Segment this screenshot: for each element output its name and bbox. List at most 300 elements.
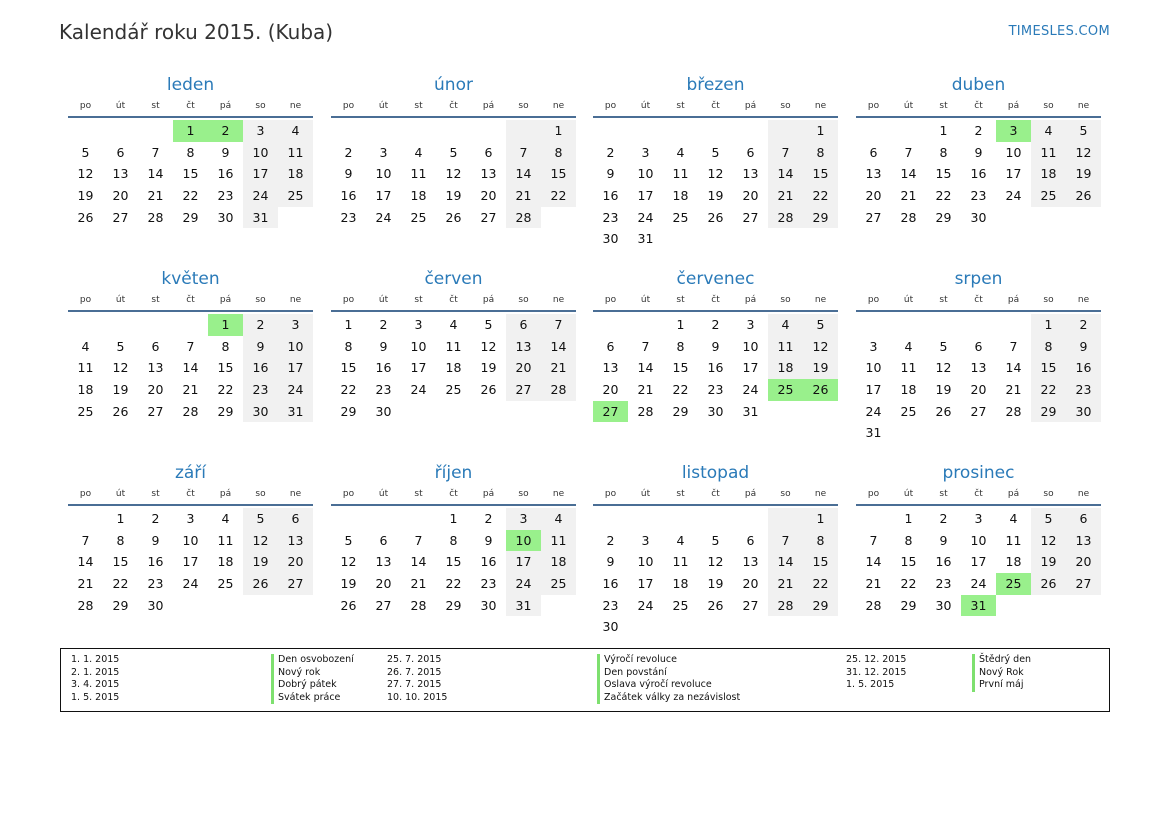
weekday-label: čt [711, 101, 720, 111]
month-name: červen [424, 269, 483, 289]
weekday-label: čt [449, 489, 458, 499]
weekday-label: ne [814, 101, 827, 111]
day-cell: 17 [410, 360, 427, 376]
day-cell: 13 [970, 360, 987, 376]
day-cell: 8 [803, 530, 838, 552]
day-cell: 11 [900, 360, 917, 376]
weekday-label: ne [552, 101, 565, 111]
day-grid [856, 508, 1101, 616]
day-cell: 18 [768, 357, 803, 379]
weekday-label: po [79, 101, 92, 111]
weekday-label: pá [744, 295, 757, 305]
day-cell: 9 [344, 166, 353, 182]
day-cell: 19 [480, 360, 497, 376]
day-cell: 7 [414, 532, 423, 548]
day-grid [856, 120, 1101, 228]
day-cell: 20 [1066, 551, 1101, 573]
day-cell: 9 [484, 532, 493, 548]
weekday-label: pá [482, 295, 495, 305]
day-cell: 5 [1031, 508, 1066, 530]
day-cell: 20 [278, 551, 313, 573]
day-cell: 3 [379, 144, 388, 160]
legend-date: 2. 1. 2015 [71, 666, 120, 678]
day-cell: 12 [707, 166, 724, 182]
month-6 [593, 268, 838, 422]
day-cell: 23 [707, 382, 724, 398]
day-cell: 4 [1031, 120, 1066, 142]
empty-cell [103, 120, 138, 142]
weekday-label: čt [449, 101, 458, 111]
empty-cell [68, 508, 103, 530]
day-cell: 14 [77, 554, 94, 570]
legend-names [271, 654, 354, 704]
day-cell: 6 [606, 338, 615, 354]
day-cell: 2 [939, 511, 948, 526]
empty-cell [733, 508, 768, 530]
empty-cell [138, 314, 173, 336]
day-cell: 15 [182, 166, 199, 182]
day-cell: 1 [449, 511, 458, 526]
weekday-label: so [255, 101, 266, 111]
day-cell: 22 [112, 576, 129, 592]
legend-date: 27. 7. 2015 [387, 679, 442, 691]
day-cell: 21 [182, 382, 199, 398]
day-cell: 1 [1031, 314, 1066, 336]
weekday-label: po [604, 295, 617, 305]
day-cell: 6 [151, 338, 160, 354]
day-cell: 14 [147, 166, 164, 182]
day-cell: 31 [742, 403, 759, 419]
day-cell: 16 [935, 554, 952, 570]
day-cell: 6 [116, 144, 125, 160]
day-cell: 19 [707, 576, 724, 592]
month-name: duben [951, 75, 1006, 95]
weekday-label: po [867, 295, 880, 305]
day-cell: 24 [410, 382, 427, 398]
month-10 [593, 462, 838, 638]
legend-date: 1. 5. 2015 [71, 691, 120, 703]
day-cell: 21 [147, 188, 164, 204]
day-cell: 17 [865, 382, 882, 398]
weekday-label: čt [186, 489, 195, 499]
day-cell: 22 [672, 382, 689, 398]
empty-cell [856, 120, 891, 142]
empty-cell [331, 508, 366, 530]
day-cell: 27 [375, 597, 392, 613]
weekday-label: čt [974, 489, 983, 499]
weekday-label: ne [814, 489, 827, 499]
day-cell: 5 [711, 144, 720, 160]
day-cell: 13 [742, 166, 759, 182]
month-name: srpen [954, 269, 1003, 289]
day-cell: 21 [1005, 382, 1022, 398]
day-cell: 2 [484, 511, 493, 526]
day-cell: 13 [112, 166, 129, 182]
month-name: leden [166, 75, 215, 95]
day-cell: 7 [541, 314, 576, 336]
day-cell: 31 [506, 595, 541, 617]
day-cell: 29 [803, 595, 838, 617]
weekday-label: ne [1077, 295, 1090, 305]
day-cell: 5 [449, 144, 458, 160]
holiday-day: 27 [593, 401, 628, 423]
day-cell: 24 [865, 403, 882, 419]
day-cell: 19 [77, 188, 94, 204]
legend-holiday-name: Oslava výročí revoluce [597, 679, 740, 692]
weekday-label: ne [552, 489, 565, 499]
weekday-label: so [1043, 295, 1054, 305]
day-cell: 9 [606, 166, 615, 182]
weekday-header [68, 292, 313, 312]
day-cell: 1 [541, 120, 576, 142]
day-cell: 23 [217, 188, 234, 204]
day-cell: 28 [147, 209, 164, 225]
day-cell: 16 [602, 188, 619, 204]
empty-cell [138, 120, 173, 142]
day-cell: 26 [1066, 185, 1101, 207]
day-cell: 2 [711, 317, 720, 332]
day-cell: 18 [541, 551, 576, 573]
legend-date: 25. 7. 2015 [387, 654, 442, 665]
day-cell: 4 [676, 144, 685, 160]
day-cell: 31 [637, 231, 654, 247]
day-cell: 12 [1066, 142, 1101, 164]
weekday-label: so [780, 101, 791, 111]
day-cell: 13 [602, 360, 619, 376]
legend-date: 25. 12. 2015 [846, 654, 907, 665]
day-cell: 30 [375, 403, 392, 419]
weekday-label: pá [219, 295, 232, 305]
day-cell: 30 [935, 597, 952, 613]
day-cell: 22 [803, 573, 838, 595]
day-cell: 27 [865, 209, 882, 225]
day-cell: 15 [217, 360, 234, 376]
weekday-label: po [79, 295, 92, 305]
day-cell: 20 [602, 382, 619, 398]
day-cell: 30 [147, 597, 164, 613]
day-cell: 13 [1066, 530, 1101, 552]
day-cell: 7 [186, 338, 195, 354]
day-cell: 22 [182, 188, 199, 204]
day-cell: 28 [768, 595, 803, 617]
day-cell: 31 [243, 207, 278, 229]
day-cell: 7 [151, 144, 160, 160]
day-cell: 24 [506, 573, 541, 595]
day-cell: 8 [449, 532, 458, 548]
empty-cell [698, 508, 733, 530]
holiday-day: 31 [961, 595, 996, 617]
day-cell: 15 [112, 554, 129, 570]
weekday-label: st [151, 489, 160, 499]
day-cell: 11 [410, 166, 427, 182]
day-cell: 25 [410, 209, 427, 225]
day-cell: 6 [379, 532, 388, 548]
day-cell: 20 [742, 576, 759, 592]
day-cell: 9 [243, 336, 278, 358]
weekday-label: út [640, 489, 651, 499]
day-cell: 14 [637, 360, 654, 376]
day-cell: 29 [340, 403, 357, 419]
month-name: květen [161, 269, 220, 289]
day-cell: 29 [900, 597, 917, 613]
day-cell: 10 [375, 166, 392, 182]
month-11 [856, 462, 1101, 616]
day-grid [593, 508, 838, 638]
weekday-label: pá [1007, 101, 1020, 111]
day-cell: 6 [869, 144, 878, 160]
day-cell: 21 [900, 188, 917, 204]
weekday-label: út [115, 489, 126, 499]
day-cell: 4 [1009, 511, 1018, 526]
legend-date: 26. 7. 2015 [387, 666, 442, 678]
day-cell: 15 [672, 360, 689, 376]
day-cell: 22 [935, 188, 952, 204]
day-cell: 9 [711, 338, 720, 354]
day-cell: 26 [445, 209, 462, 225]
day-cell: 26 [1031, 573, 1066, 595]
day-cell: 3 [414, 317, 423, 332]
day-cell: 19 [935, 382, 952, 398]
legend-holiday-name: Dobrý pátek [271, 679, 354, 692]
day-cell: 15 [340, 360, 357, 376]
day-cell: 12 [707, 554, 724, 570]
weekday-label: út [378, 101, 389, 111]
weekday-label: po [604, 101, 617, 111]
month-name: červenec [676, 269, 755, 289]
day-cell: 29 [112, 597, 129, 613]
day-cell: 10 [865, 360, 882, 376]
day-cell: 3 [641, 532, 650, 548]
day-cell: 2 [606, 144, 615, 160]
day-grid [331, 508, 576, 616]
weekday-label: po [604, 489, 617, 499]
day-cell: 21 [637, 382, 654, 398]
day-cell: 30 [707, 403, 724, 419]
day-cell: 14 [768, 163, 803, 185]
day-cell: 22 [340, 382, 357, 398]
day-cell: 3 [243, 120, 278, 142]
day-cell: 21 [506, 185, 541, 207]
weekday-header [593, 292, 838, 312]
empty-cell [593, 314, 628, 336]
day-cell: 14 [768, 551, 803, 573]
empty-cell [768, 120, 803, 142]
day-cell: 29 [935, 209, 952, 225]
weekday-label: st [151, 295, 160, 305]
day-cell: 30 [243, 401, 278, 423]
day-cell: 15 [445, 554, 462, 570]
weekday-label: so [518, 101, 529, 111]
empty-cell [401, 120, 436, 142]
day-cell: 25 [1031, 185, 1066, 207]
site-link[interactable]: TIMESLES.COM [1008, 24, 1110, 39]
day-cell: 5 [243, 508, 278, 530]
month-5 [331, 268, 576, 422]
day-cell: 21 [77, 576, 94, 592]
weekday-label: po [79, 489, 92, 499]
day-cell: 25 [900, 403, 917, 419]
day-cell: 17 [637, 576, 654, 592]
weekday-label: ne [814, 295, 827, 305]
day-cell: 30 [480, 597, 497, 613]
day-cell: 29 [217, 403, 234, 419]
weekday-label: čt [186, 101, 195, 111]
day-cell: 25 [217, 576, 234, 592]
day-cell: 26 [935, 403, 952, 419]
legend-dates [71, 654, 119, 704]
day-cell: 14 [865, 554, 882, 570]
day-grid [856, 314, 1101, 444]
day-cell: 5 [1066, 120, 1101, 142]
month-name: únor [434, 75, 473, 95]
day-cell: 16 [243, 357, 278, 379]
day-cell: 9 [974, 144, 983, 160]
day-cell: 30 [970, 209, 987, 225]
legend-holiday-name: Nový Rok [972, 667, 1031, 680]
empty-cell [628, 314, 663, 336]
day-cell: 4 [768, 314, 803, 336]
day-cell: 21 [768, 185, 803, 207]
legend-date: 10. 10. 2015 [387, 691, 448, 703]
day-cell: 19 [112, 382, 129, 398]
day-cell: 16 [340, 188, 357, 204]
weekday-label: út [115, 295, 126, 305]
month-0 [68, 74, 313, 228]
day-cell: 7 [768, 530, 803, 552]
day-cell: 25 [278, 185, 313, 207]
day-cell: 9 [379, 338, 388, 354]
day-cell: 26 [707, 209, 724, 225]
day-cell: 18 [77, 382, 94, 398]
day-cell: 4 [541, 508, 576, 530]
day-cell: 29 [803, 207, 838, 229]
day-cell: 4 [414, 144, 423, 160]
empty-cell [506, 120, 541, 142]
empty-cell [961, 314, 996, 336]
day-cell: 20 [742, 188, 759, 204]
month-1 [331, 74, 576, 228]
empty-cell [593, 120, 628, 142]
weekday-header [593, 486, 838, 506]
weekday-label: čt [711, 489, 720, 499]
day-cell: 7 [869, 532, 878, 548]
day-cell: 27 [742, 209, 759, 225]
weekday-label: so [518, 295, 529, 305]
legend-holiday-name: Den povstání [597, 667, 740, 680]
day-grid [68, 120, 313, 228]
day-cell: 13 [147, 360, 164, 376]
weekday-header [331, 292, 576, 312]
day-cell: 24 [375, 209, 392, 225]
day-cell: 16 [970, 166, 987, 182]
day-cell: 29 [1031, 401, 1066, 423]
day-cell: 8 [116, 532, 125, 548]
day-cell: 20 [506, 357, 541, 379]
legend-names [972, 654, 1031, 692]
weekday-label: čt [974, 101, 983, 111]
day-cell: 18 [1005, 554, 1022, 570]
day-cell: 8 [939, 144, 948, 160]
day-cell: 14 [182, 360, 199, 376]
weekday-label: st [676, 101, 685, 111]
day-cell: 5 [81, 144, 90, 160]
day-cell: 15 [541, 163, 576, 185]
day-cell: 6 [1066, 508, 1101, 530]
day-cell: 17 [1005, 166, 1022, 182]
weekday-label: so [255, 295, 266, 305]
weekday-label: po [342, 101, 355, 111]
weekday-label: pá [744, 101, 757, 111]
day-cell: 18 [1031, 163, 1066, 185]
day-cell: 24 [637, 209, 654, 225]
day-cell: 19 [1066, 163, 1101, 185]
day-cell: 9 [221, 144, 230, 160]
day-cell: 17 [742, 360, 759, 376]
weekday-label: út [640, 295, 651, 305]
empty-cell [436, 120, 471, 142]
day-cell: 5 [116, 338, 125, 354]
day-cell: 28 [77, 597, 94, 613]
day-cell: 18 [445, 360, 462, 376]
day-cell: 27 [147, 403, 164, 419]
day-grid [331, 120, 576, 228]
legend-date: 1. 5. 2015 [846, 679, 895, 691]
day-cell: 7 [506, 142, 541, 164]
day-cell: 8 [803, 142, 838, 164]
day-cell: 3 [641, 144, 650, 160]
weekday-label: so [780, 295, 791, 305]
day-cell: 9 [606, 554, 615, 570]
day-cell: 22 [1031, 379, 1066, 401]
weekday-label: st [676, 295, 685, 305]
day-cell: 11 [1005, 532, 1022, 548]
holiday-day: 1 [173, 120, 208, 142]
day-cell: 30 [602, 619, 619, 635]
weekday-label: so [1043, 489, 1054, 499]
weekday-label: st [939, 295, 948, 305]
day-cell: 23 [147, 576, 164, 592]
day-cell: 14 [541, 336, 576, 358]
day-cell: 10 [970, 532, 987, 548]
holiday-day: 25 [996, 573, 1031, 595]
day-cell: 10 [278, 336, 313, 358]
day-cell: 10 [637, 554, 654, 570]
day-cell: 25 [77, 403, 94, 419]
day-cell: 23 [935, 576, 952, 592]
day-cell: 14 [1005, 360, 1022, 376]
weekday-label: čt [974, 295, 983, 305]
day-cell: 22 [541, 185, 576, 207]
weekday-label: ne [289, 489, 302, 499]
month-9 [331, 462, 576, 616]
day-cell: 12 [480, 338, 497, 354]
empty-cell [628, 508, 663, 530]
day-cell: 30 [1066, 401, 1101, 423]
weekday-label: ne [289, 101, 302, 111]
legend-date: 3. 4. 2015 [71, 679, 120, 691]
empty-cell [628, 120, 663, 142]
month-name: říjen [434, 463, 473, 483]
day-cell: 4 [449, 317, 458, 332]
day-cell: 20 [375, 576, 392, 592]
day-cell: 12 [935, 360, 952, 376]
weekday-label: so [255, 489, 266, 499]
day-cell: 4 [278, 120, 313, 142]
month-name: září [174, 463, 207, 483]
legend-holiday-name: Svátek práce [271, 692, 354, 705]
legend-dates [387, 654, 447, 704]
day-cell: 23 [970, 188, 987, 204]
